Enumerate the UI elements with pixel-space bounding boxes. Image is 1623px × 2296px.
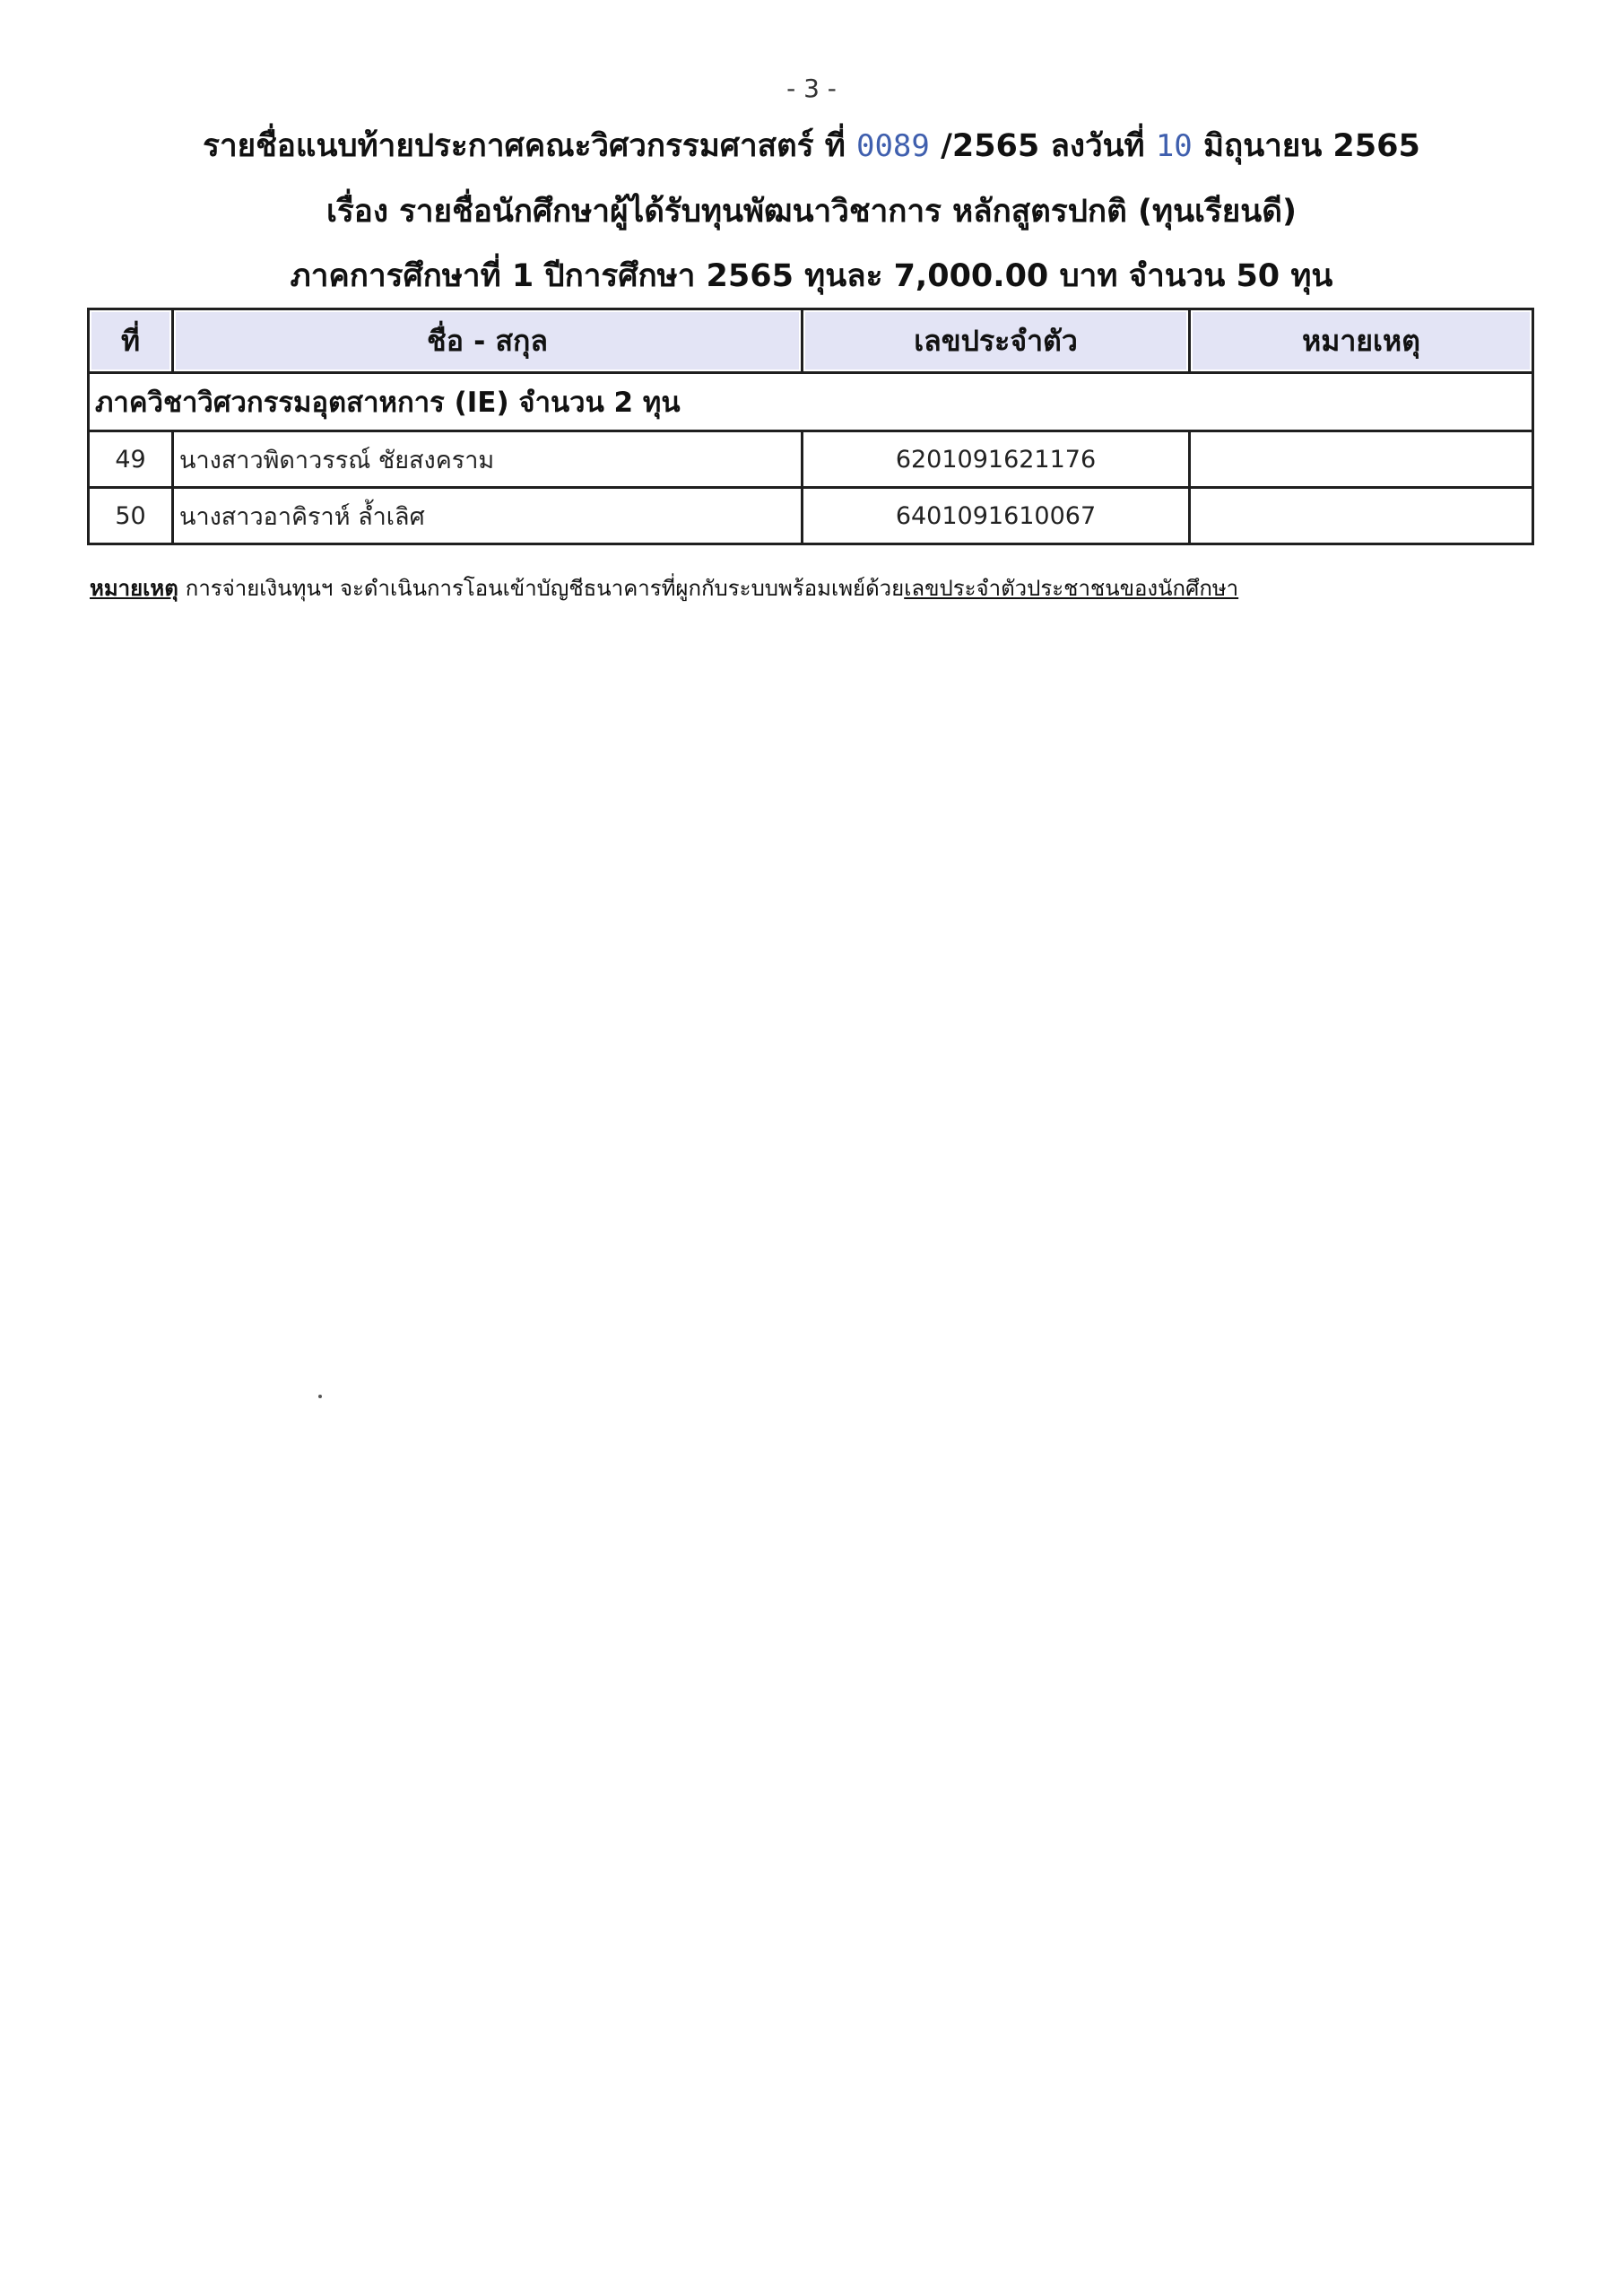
footnote-label: หมายเหตุ — [90, 576, 178, 601]
announcement-number: 0089 — [855, 128, 930, 164]
section-row — [89, 373, 1533, 431]
title-prefix: รายชื่อแนบท้ายประกาศคณะวิศวกรรมศาสตร์ ที่ — [203, 128, 846, 164]
footnote-underlined-text: เลขประจำตัวประชาชนของนักศึกษา — [904, 576, 1239, 601]
student-id: 6201091621176 — [803, 431, 1190, 488]
scholarship-table — [87, 308, 1534, 545]
footnote — [90, 570, 1238, 605]
table-row — [89, 431, 1533, 488]
student-name: นางสาวอาคิราห์ ล้ำเลิศ — [173, 488, 803, 544]
column-header-remark: หมายเหตุ — [1190, 309, 1533, 373]
title-year: /2565 ลงวันที่ — [941, 128, 1145, 164]
student-name: นางสาวพิดาวรรณ์ ชัยสงคราม — [173, 431, 803, 488]
column-header-student-id: เลขประจำตัว — [803, 309, 1190, 373]
document-semester-info: ภาคการศึกษาที่ 1 ปีการศึกษา 2565 ทุนละ 7,000.00 บาท จำนวน 50 ทุน — [290, 258, 1333, 294]
student-id: 6401091610067 — [803, 488, 1190, 544]
document-title-line1 — [0, 121, 1623, 170]
row-number: 50 — [89, 488, 173, 544]
column-header-name: ชื่อ - สกุล — [173, 309, 803, 373]
department-section-title: ภาควิชาวิศวกรรมอุตสาหการ (IE) จำนวน 2 ทุน — [89, 373, 1533, 431]
title-month-year: มิถุนายน 2565 — [1202, 128, 1420, 164]
scan-speck — [318, 1395, 322, 1398]
row-number: 49 — [89, 431, 173, 488]
table-row — [89, 488, 1533, 544]
remark-cell — [1190, 488, 1533, 544]
remark-cell — [1190, 431, 1533, 488]
footnote-text: การจ่ายเงินทุนฯ จะดำเนินการโอนเข้าบัญชีธนาคารที่ผูกกับระบบพร้อมเพย์ด้วย — [185, 576, 905, 601]
table-header-row — [89, 309, 1533, 373]
page-number: - 3 - — [786, 74, 837, 103]
column-header-number: ที่ — [89, 309, 173, 373]
announcement-day: 10 — [1155, 128, 1193, 164]
document-subject: เรื่อง รายชื่อนักศึกษาผู้ได้รับทุนพัฒนาวิชาการ หลักสูตรปกติ (ทุนเรียนดี) — [326, 194, 1297, 230]
